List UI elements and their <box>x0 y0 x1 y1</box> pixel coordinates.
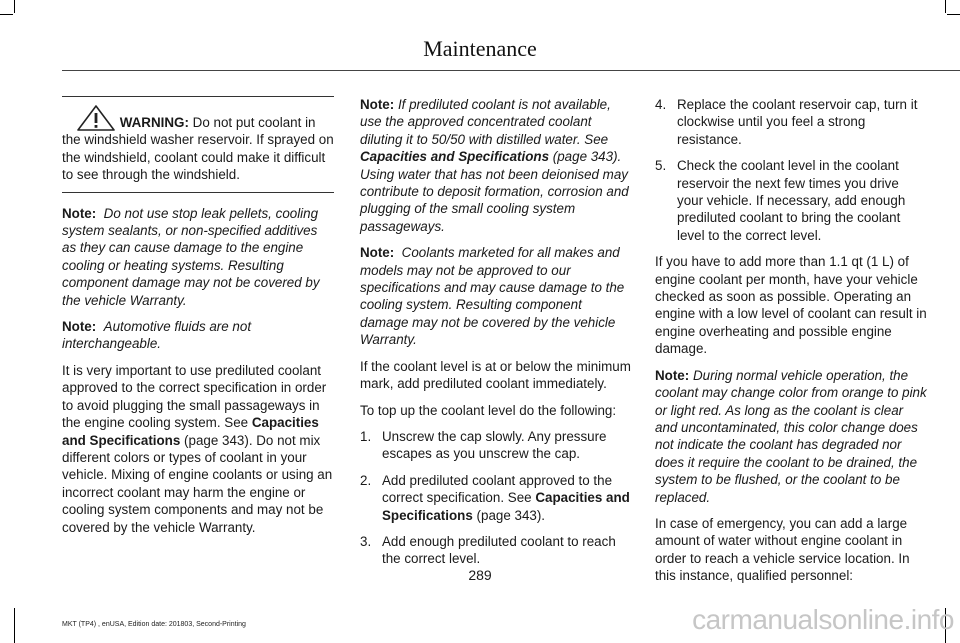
paragraph-prediluted <box>62 362 334 536</box>
page-number: 289 <box>468 567 492 583</box>
cross-reference-link[interactable]: Capacities and Specifications <box>382 490 630 523</box>
paragraph-top-up: To top up the coolant level do the following: <box>360 402 617 418</box>
crop-mark-top-right-h <box>947 14 960 15</box>
step-text: Add enough prediluted coolant to reach the correct level. <box>382 533 616 567</box>
note-text: Automotive fluids are not interchangeable. <box>62 319 252 352</box>
crop-mark-top-left-h <box>0 14 13 15</box>
paragraph-emergency: In case of emergency, you can add a large amount of water without engine coolant in order to reach a vehicle service location. In this instance, qualified personnel: <box>655 515 910 584</box>
step-text: (page 343). <box>476 507 546 523</box>
note-text: During normal vehicle operation, the coolant may change color from orange to pink or light red. As long as the coolant is clear and uncontaminated, this color change does not indicate the coolant has degraded nor does it require the coolant to be drained, the system to be flushed, or the coolant to be replaced. <box>655 367 927 505</box>
list-item <box>360 428 632 463</box>
step-number: 2. <box>360 472 372 488</box>
note-text: Do not use stop leak pellets, cooling system sealants, or non-specified additives as they can cause damage to the engine cooling or heating systems. Resulting component damage may not be covered by the vehicle Warranty. <box>62 205 320 308</box>
paragraph-minimum-mark: If the coolant level is at or below the minimum mark, add prediluted coolant immediately. <box>360 358 631 392</box>
paragraph-add-more: If you have to add more than 1.1 qt (1 L) of engine coolant per month, have your vehicle checked as soon as possible. Operating an engine with a low level of coolant can result in engine overheating and possible engine damage. <box>655 254 927 357</box>
list-item <box>360 472 632 524</box>
watermark-text: carmanualsonline.info <box>692 604 954 635</box>
crop-mark-top-right <box>945 0 946 13</box>
step-text: Add prediluted coolant approved to the correct specification. See <box>382 472 613 506</box>
crop-mark-bottom-left <box>14 608 15 643</box>
warning-text: Do not put coolant in the windshield washer reservoir. If sprayed on the windshield, coolant could make it difficult to see through the windshield. <box>62 115 334 183</box>
note-label: Note: <box>655 367 690 383</box>
steps-list <box>655 96 927 244</box>
warning-label: WARNING: <box>119 115 189 130</box>
column-3 <box>655 96 927 594</box>
column-2 <box>360 96 632 577</box>
note-text: (page 343). <box>552 149 622 165</box>
column-1 <box>62 96 334 545</box>
warning-box <box>62 96 334 193</box>
step-text: Replace the coolant reservoir cap, turn it clockwise until you feel a strong resistance. <box>677 97 918 147</box>
list-item <box>655 96 927 148</box>
paragraph-text: It is very important to use prediluted coolant approved to the correct specification in order to avoid plugging the small passageways in the engine cooling system. See <box>62 362 327 431</box>
note-fluids <box>62 318 334 353</box>
step-number: 3. <box>360 533 372 549</box>
cross-reference-link[interactable]: Capacities and Specifications <box>360 149 550 165</box>
note-text: If prediluted coolant is not available, use the approved concentrated coolant diluting it to 50/50 with distilled water. See <box>360 97 611 147</box>
steps-list <box>360 428 632 568</box>
note-label: Note: <box>360 97 395 112</box>
edition-footer: MKT (TP4) , enUSA, Edition date: 201803, Second-Printing <box>62 621 246 628</box>
header-rule <box>62 70 960 71</box>
paragraph-text: (page 343). Do not mix different colors or types of coolant in your vehicle. Mixing of engine coolants or using an incorrect coolant may harm the engine or cooling system components and may not be covered by the vehicle Warranty. <box>62 432 333 535</box>
step-number: 5. <box>655 158 667 174</box>
note-concentrated <box>360 96 632 235</box>
note-color-change <box>655 367 927 506</box>
note-text: Using water that has not been deionised may contribute to deposit formation, corrosion and plugging of the small cooling system passageways. <box>360 166 629 234</box>
step-number: 1. <box>360 428 372 444</box>
list-item <box>655 157 927 244</box>
note-label: Note: <box>62 205 97 221</box>
crop-mark-top-left <box>14 0 15 13</box>
step-number: 4. <box>655 97 667 112</box>
warning-triangle-icon <box>76 105 116 131</box>
page-title: Maintenance <box>423 36 537 61</box>
step-text: Check the coolant level in the coolant reservoir the next few times you drive your vehicle. If necessary, add enough prediluted coolant to bring the coolant level to the correct level. <box>677 158 906 243</box>
cross-reference-link[interactable]: Capacities and Specifications <box>62 415 319 448</box>
note-label: Note: <box>360 245 395 261</box>
note-stop-leak <box>62 205 334 309</box>
note-label: Note: <box>62 319 97 335</box>
note-text: Coolants marketed for all makes and models may not be approved to our specifications and may cause damage to the cooling system. Resulting component damage may not be covered by the vehicle Warranty. <box>360 245 625 348</box>
step-text: Unscrew the cap slowly. Any pressure escapes as you unscrew the cap. <box>382 428 607 462</box>
list-item <box>360 533 632 568</box>
note-coolants-marketed <box>360 244 632 348</box>
